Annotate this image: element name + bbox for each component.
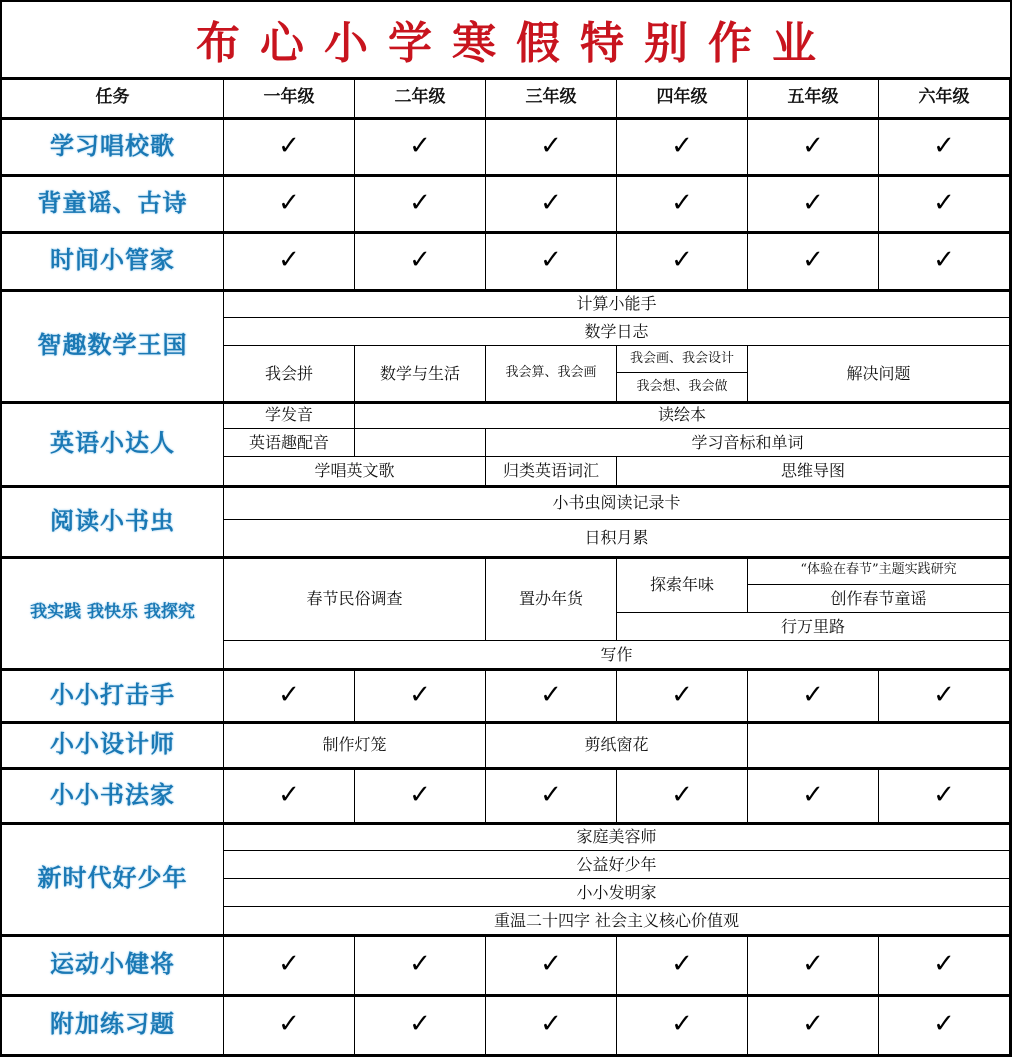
row-divider <box>0 668 1012 671</box>
check-icon: ✓ <box>879 118 1010 175</box>
reading-record-card: 小书虫阅读记录卡 <box>224 486 1010 520</box>
practice-research: “体验在春节”主题实践研究 <box>748 557 1010 585</box>
check-icon: ✓ <box>617 669 748 722</box>
check-icon: ✓ <box>355 768 486 823</box>
math-journal-all: 数学日志 <box>224 318 1010 346</box>
youth-core-values: 重温二十四字 社会主义核心价值观 <box>224 907 1010 935</box>
task-sports: 运动小健将 <box>2 935 224 995</box>
youth-family-beautician: 家庭美容师 <box>224 823 1010 851</box>
task-exercises: 附加练习题 <box>2 995 224 1055</box>
check-icon: ✓ <box>355 669 486 722</box>
header-grade-2: 二年级 <box>355 78 486 118</box>
check-icon: ✓ <box>224 935 355 995</box>
row-divider <box>0 117 1012 120</box>
math-g3: 我会算、我会画 <box>486 346 617 402</box>
task-reading: 阅读小书虫 <box>2 486 224 557</box>
check-icon: ✓ <box>224 118 355 175</box>
designer-g56-empty <box>748 722 1010 768</box>
check-icon: ✓ <box>224 768 355 823</box>
practice-rhymes: 创作春节童谣 <box>748 585 1010 613</box>
header-grade-6: 六年级 <box>879 78 1010 118</box>
row-divider <box>0 556 1012 559</box>
task-school-song: 学习唱校歌 <box>2 118 224 175</box>
check-icon: ✓ <box>355 232 486 290</box>
check-icon: ✓ <box>486 232 617 290</box>
english-g2-empty <box>355 429 486 457</box>
practice-travel: 行万里路 <box>617 613 1010 641</box>
check-icon: ✓ <box>617 175 748 232</box>
practice-writing: 写作 <box>224 641 1010 669</box>
check-icon: ✓ <box>355 118 486 175</box>
english-vocab: 归类英语词汇 <box>486 457 617 486</box>
youth-inventor: 小小发明家 <box>224 879 1010 907</box>
task-practice: 我实践 我快乐 我探究 <box>2 557 224 669</box>
task-english: 英语小达人 <box>2 402 224 486</box>
math-g1: 我会拼 <box>224 346 355 402</box>
row-divider <box>0 767 1012 770</box>
row-divider <box>0 934 1012 937</box>
check-icon: ✓ <box>617 995 748 1055</box>
practice-new-year-goods: 置办年货 <box>486 557 617 641</box>
row-divider <box>0 77 1012 80</box>
page-title: 布心小学寒假特别作业 <box>196 18 836 69</box>
math-g4b: 我会想、我会做 <box>617 373 748 402</box>
check-icon: ✓ <box>879 935 1010 995</box>
check-icon: ✓ <box>486 995 617 1055</box>
row-divider <box>0 174 1012 177</box>
check-icon: ✓ <box>748 232 879 290</box>
practice-explore: 探索年味 <box>617 557 748 613</box>
task-youth: 新时代好少年 <box>2 823 224 935</box>
math-calc-all: 计算小能手 <box>224 290 1010 318</box>
check-icon: ✓ <box>617 118 748 175</box>
task-designer: 小小设计师 <box>2 722 224 768</box>
check-icon: ✓ <box>486 118 617 175</box>
check-icon: ✓ <box>617 935 748 995</box>
row-divider <box>0 485 1012 488</box>
row-divider <box>0 721 1012 724</box>
header-grade-1: 一年级 <box>224 78 355 118</box>
check-icon: ✓ <box>748 768 879 823</box>
math-g2: 数学与生活 <box>355 346 486 402</box>
header-grade-4: 四年级 <box>617 78 748 118</box>
check-icon: ✓ <box>486 935 617 995</box>
check-icon: ✓ <box>748 935 879 995</box>
row-divider <box>0 822 1012 825</box>
check-icon: ✓ <box>617 768 748 823</box>
check-icon: ✓ <box>748 995 879 1055</box>
check-icon: ✓ <box>486 175 617 232</box>
english-mindmap: 思维导图 <box>617 457 1010 486</box>
check-icon: ✓ <box>617 232 748 290</box>
check-icon: ✓ <box>224 669 355 722</box>
check-icon: ✓ <box>879 768 1010 823</box>
english-picture-books: 读绘本 <box>355 402 1010 429</box>
task-calligraphy: 小小书法家 <box>2 768 224 823</box>
check-icon: ✓ <box>748 669 879 722</box>
row-divider <box>0 994 1012 997</box>
designer-paper-cutting: 剪纸窗花 <box>486 722 748 768</box>
row-divider <box>0 401 1012 404</box>
check-icon: ✓ <box>486 768 617 823</box>
english-g1-pronounce: 学发音 <box>224 402 355 429</box>
task-time-manager: 时间小管家 <box>2 232 224 290</box>
task-recite: 背童谣、古诗 <box>2 175 224 232</box>
task-math: 智趣数学王国 <box>2 290 224 402</box>
math-g4a: 我会画、我会设计 <box>617 346 748 373</box>
row-divider <box>0 289 1012 292</box>
check-icon: ✓ <box>748 175 879 232</box>
header-task: 任务 <box>2 78 224 118</box>
check-icon: ✓ <box>748 118 879 175</box>
task-percussion: 小小打击手 <box>2 669 224 722</box>
check-icon: ✓ <box>486 669 617 722</box>
header-grade-5: 五年级 <box>748 78 879 118</box>
check-icon: ✓ <box>224 175 355 232</box>
check-icon: ✓ <box>879 232 1010 290</box>
english-songs: 学唱英文歌 <box>224 457 486 486</box>
check-icon: ✓ <box>224 232 355 290</box>
check-icon: ✓ <box>355 995 486 1055</box>
header-grade-3: 三年级 <box>486 78 617 118</box>
english-phonetics: 学习音标和单词 <box>486 429 1010 457</box>
check-icon: ✓ <box>355 175 486 232</box>
check-icon: ✓ <box>879 669 1010 722</box>
practice-folk-survey: 春节民俗调查 <box>224 557 486 641</box>
check-icon: ✓ <box>224 995 355 1055</box>
row-divider <box>0 231 1012 234</box>
designer-lanterns: 制作灯笼 <box>224 722 486 768</box>
english-g1-dubbing: 英语趣配音 <box>224 429 355 457</box>
check-icon: ✓ <box>879 175 1010 232</box>
check-icon: ✓ <box>355 935 486 995</box>
check-icon: ✓ <box>879 995 1010 1055</box>
youth-public-welfare: 公益好少年 <box>224 851 1010 879</box>
reading-accumulate: 日积月累 <box>224 520 1010 557</box>
math-g56: 解决问题 <box>748 346 1010 402</box>
